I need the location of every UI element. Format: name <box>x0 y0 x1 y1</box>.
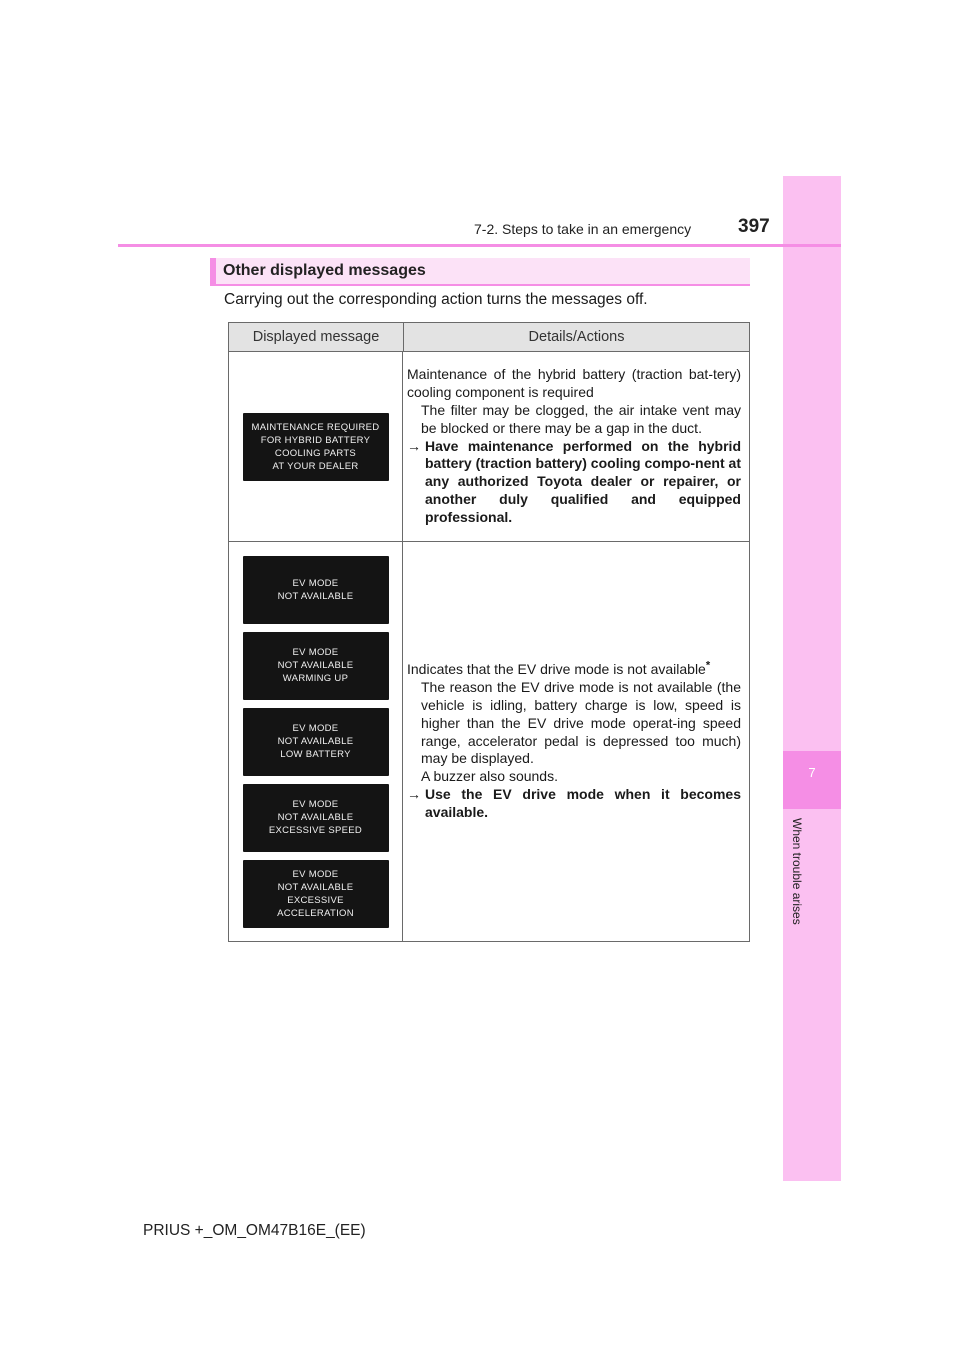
chapter-side-tab <box>783 176 841 1181</box>
arrow-icon: → <box>407 785 421 802</box>
display-message-image: MAINTENANCE REQUIRED FOR HYBRID BATTERY COOLING PARTS AT YOUR DEALER <box>243 413 389 481</box>
page-number: 397 <box>738 216 770 237</box>
table-row <box>229 352 749 542</box>
details-action-text: Have maintenance performed on the hybrid battery (traction battery) cooling compo-nent at any authorized Toyota dealer or repairer, or another duly qualified and equipped professional. <box>425 437 741 525</box>
chapter-number-tab[interactable] <box>783 751 841 809</box>
display-message-image: EV MODE NOT AVAILABLE EXCESSIVE SPEED <box>243 784 389 852</box>
section-title: Other displayed messages <box>223 262 426 279</box>
display-message-image: EV MODE NOT AVAILABLE LOW BATTERY <box>243 708 389 776</box>
display-message-image: EV MODE NOT AVAILABLE EXCESSIVE ACCELERATION <box>243 860 389 928</box>
header-title: 7-2. Steps to take in an emergency <box>474 221 692 237</box>
table-row <box>229 542 749 941</box>
details-note-buzzer: A buzzer also sounds. <box>421 768 558 785</box>
column-header-displayed-message: Displayed message <box>229 323 404 351</box>
table-header <box>229 323 749 352</box>
header-rule <box>118 244 841 247</box>
details-action <box>407 786 741 822</box>
details-cell <box>403 352 749 541</box>
chapter-number: 7 <box>808 765 816 780</box>
section-intro: Carrying out the corresponding action turns the messages off. <box>224 291 648 308</box>
details-action-text: Use the EV drive mode when it becomes available. <box>425 785 741 820</box>
details-cell <box>403 542 749 941</box>
details-lead: Maintenance of the hybrid battery (traction bat-tery) cooling component is required <box>407 366 741 401</box>
message-display-cell <box>229 352 403 541</box>
display-message-image: EV MODE NOT AVAILABLE <box>243 556 389 624</box>
message-display-cell <box>229 542 403 941</box>
details-note: The filter may be clogged, the air intake vent may be blocked or there may be a gap in the duct. <box>421 402 741 436</box>
column-header-details-actions: Details/Actions <box>528 329 625 345</box>
details-action <box>407 438 741 527</box>
footnote-mark: * <box>705 659 711 672</box>
footer-model-code: PRIUS +_OM_OM47B16E_(EE) <box>143 1222 366 1239</box>
details-lead: Indicates that the EV drive mode is not available* <box>407 659 711 678</box>
display-message-image: EV MODE NOT AVAILABLE WARMING UP <box>243 632 389 700</box>
details-note: The reason the EV drive mode is not available (the vehicle is idling, battery charge is low, speed is higher than the EV drive mode operat-ing speed range, accelerator pedal is depressed too much) may be displayed. <box>421 679 741 767</box>
chapter-label: When trouble arises <box>790 818 804 925</box>
arrow-icon: → <box>407 437 421 454</box>
messages-table <box>228 322 750 942</box>
section-bar-accent <box>210 258 216 284</box>
